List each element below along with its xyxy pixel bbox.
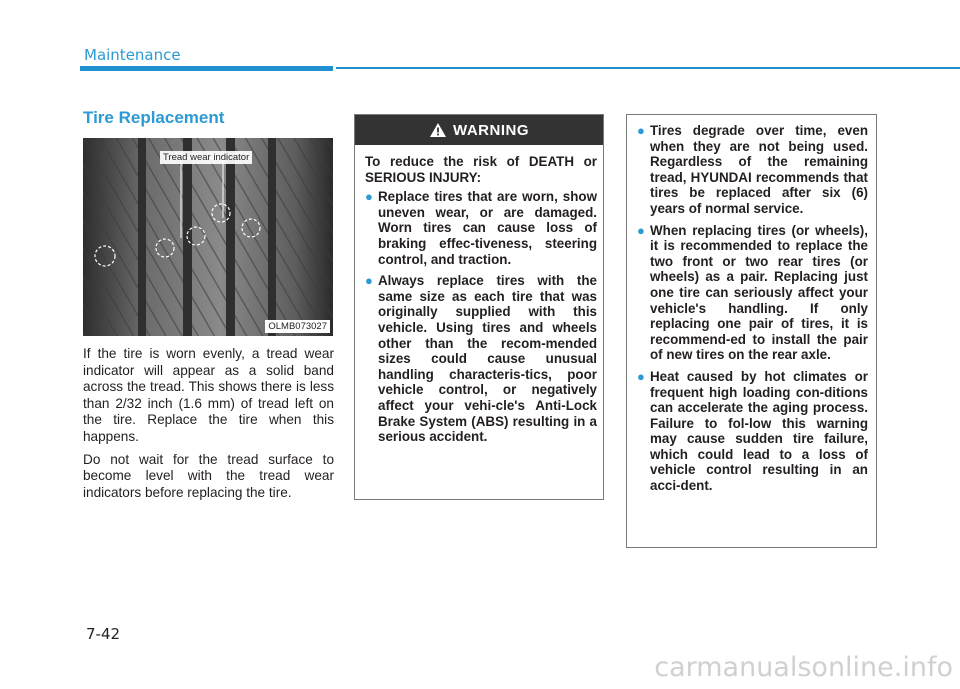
tread-wear-indicator-callout: Tread wear indicator	[160, 151, 252, 164]
body-paragraph: Do not wait for the tread surface to become level with the tread wear indicators before replacing the tire.	[83, 451, 334, 500]
continued-bullet	[637, 369, 868, 494]
tire-tread-image	[83, 138, 333, 336]
bullet-icon: ●	[637, 222, 645, 238]
continued-bullet-text: Heat caused by hot climates or frequent high loading con-ditions can accelerate the aging process. Failure to fol-low this warning may cause sudden tire failure, which could lead to a loss of vehicle control resulting in an acci-dent.	[650, 368, 868, 494]
warning-box	[354, 114, 604, 500]
section-title: Tire Replacement	[83, 108, 225, 127]
page-number: 7-42	[86, 625, 121, 643]
warning-bullet-list	[365, 189, 597, 445]
bullet-icon: ●	[365, 273, 373, 289]
header-rule-thin	[336, 67, 960, 69]
bullet-icon: ●	[637, 368, 645, 384]
bullet-icon: ●	[637, 123, 645, 138]
warning-label: WARNING	[453, 121, 529, 139]
continued-bullet-text: When replacing tires (or wheels), it is recommended to replace the two front or two rear tires (or wheels) as a pair. Replacing just one tire can seriously affect your vehicle's handling. If only replacing one pair of tires, it is recommend-ed to install the pair of new tires on the rear axle.	[650, 222, 868, 363]
continued-bullet-text: Tires degrade over time, even when they are not being used. Regardless of the remaining tread, HYUNDAI recommends that tires be replaced after six (6) years of normal service.	[650, 123, 868, 216]
warning-bullet-text: Replace tires that are worn, show uneven wear, or are damaged. Worn tires can cause loss of braking effec-tiveness, steering control, and traction.	[378, 189, 597, 267]
header-rule-thick	[80, 66, 333, 71]
warning-triangle-icon	[429, 122, 447, 138]
warning-bullet-text: Always replace tires with the same size as each tire that was originally supplied with this vehicle. Using tires and wheels other than the recom-mended sizes could cause unusual handling characteris-tics, poor vehicle control, or negatively affect your vehi-cle's Anti-Lock Brake System (ABS) resulting in a serious accident.	[378, 273, 597, 445]
tire-tread-illustration	[83, 138, 333, 336]
continued-warning-box	[626, 114, 877, 548]
watermark: carmanualsonline.info	[654, 652, 953, 683]
bullet-icon: ●	[365, 189, 373, 205]
body-text	[83, 346, 334, 507]
warning-bullet	[365, 273, 597, 445]
warning-content	[355, 145, 603, 445]
warning-intro: To reduce the risk of DEATH or SERIOUS INJURY:	[365, 154, 597, 185]
warning-bullet	[365, 189, 597, 267]
continued-bullet	[637, 123, 868, 217]
section-header: Maintenance	[84, 46, 181, 64]
continued-bullet	[637, 223, 868, 363]
image-code: OLMB073027	[265, 320, 330, 333]
body-paragraph: If the tire is worn evenly, a tread wear indicator will appear as a solid band across the tread. This shows there is less than 2/32 inch (1.6 mm) of tread left on the tire. Replace the tire when this happens.	[83, 346, 334, 444]
continued-bullet-list	[637, 123, 868, 494]
warning-header	[355, 115, 603, 145]
